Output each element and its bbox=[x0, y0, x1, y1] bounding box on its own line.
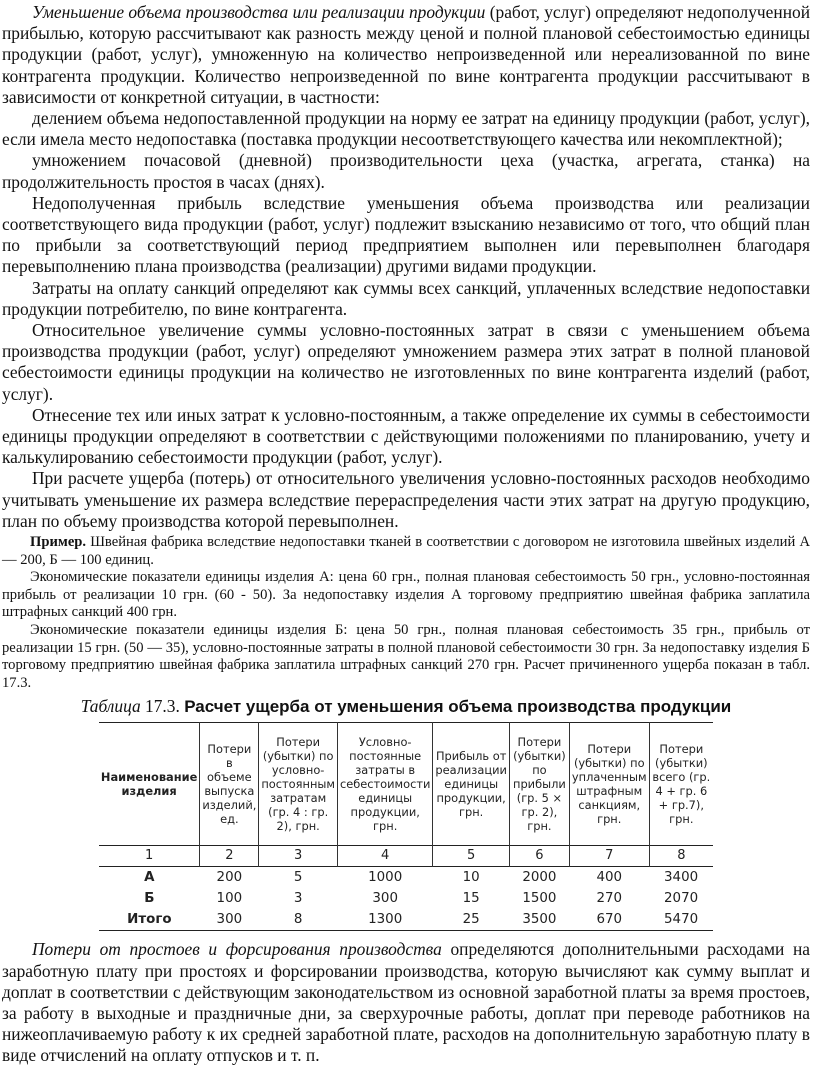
header-cell: Прибыль от реализации единицы продукции, грн. bbox=[433, 723, 510, 846]
table-cell: 15 bbox=[462, 890, 480, 906]
paragraph-9-text: определяются дополнительными расходами на заработную плату при простоях и форсировании производства, которую вычисляют как сумму выплат и доплат в соответствии с действующим законодательством из основной заработной платы за время простоев, за работу в выходные и праздничные дни, за сверхурочные работы, доплат при переводе работников на нижеоплачиваемую работу к их средней заработной плате, расходов на дополнительную заработную плату в виде отчислений на оплату отпусков и т. п. bbox=[2, 939, 810, 1066]
table-cell: 400 bbox=[596, 869, 623, 885]
table-cell: 200 bbox=[216, 869, 243, 885]
table-cell: 5 bbox=[293, 869, 303, 885]
table-cell: 3400 bbox=[664, 869, 699, 885]
table-cell: 100 bbox=[216, 890, 243, 906]
column-number: 3 bbox=[259, 846, 338, 867]
table-cell: 8 bbox=[293, 911, 303, 927]
header-cell: Потери (убытки) всего (гр. 4 + гр. 6 + гр.7), грн. bbox=[649, 723, 713, 846]
paragraph-6: Относительное увеличение суммы условно-постоянных затрат в связи с уменьшением объема производства продукции (работ, услуг) определяют умножением размера этих затрат в полной плановой себестоимости единицы продукции на количество не изготовленных по вине контрагента изделий (работ, услуг). bbox=[2, 320, 810, 404]
table-cell: А bbox=[144, 869, 155, 885]
example-intro bbox=[2, 534, 810, 569]
table-cell: 2070 bbox=[664, 890, 699, 906]
table-cell: 1000 bbox=[368, 869, 403, 885]
header-cell: Потери (убытки) по прибыли (гр. 5 × гр. 2), грн. bbox=[509, 723, 569, 846]
table-cell: 5470 bbox=[664, 911, 699, 927]
column-number: 6 bbox=[509, 846, 569, 867]
paragraph-9-lead: Потери от простоев и форсирования производства bbox=[32, 939, 442, 960]
header-cell: Условно-постоянные затраты в себестоимости единицы продукции, грн. bbox=[337, 723, 432, 846]
damage-table bbox=[99, 722, 713, 931]
table-cell: 270 bbox=[596, 890, 623, 906]
table-caption-title: Расчет ущерба от уменьшения объема производства продукции bbox=[184, 697, 732, 717]
table-row bbox=[99, 867, 713, 889]
table-caption-label: Таблица bbox=[80, 696, 141, 717]
header-cell: Потери в объеме выпуска изделий, ед. bbox=[200, 723, 259, 846]
table-cell: 3500 bbox=[522, 911, 557, 927]
table-cell: Итого bbox=[127, 911, 172, 927]
table-cell: 10 bbox=[462, 869, 480, 885]
paragraph-9 bbox=[2, 939, 810, 1066]
table-row bbox=[99, 888, 713, 909]
table-total-row bbox=[99, 909, 713, 931]
table-cell: 25 bbox=[462, 911, 480, 927]
paragraph-1-lead: Уменьшение объема производства или реализации продукции bbox=[32, 2, 486, 22]
example-label: Пример. bbox=[30, 534, 87, 551]
column-number: 8 bbox=[649, 846, 713, 867]
table-header-row bbox=[99, 723, 713, 846]
table-cell: Б bbox=[144, 890, 155, 906]
column-number-row bbox=[99, 846, 713, 867]
table-caption bbox=[2, 695, 810, 718]
table-cell: 2000 bbox=[522, 869, 557, 885]
paragraph-7: Отнесение тех или иных затрат к условно-постоянным, а также определение их суммы в себестоимости единицы продукции определяют в соответствии с действующими положениями по планированию, учету и калькулированию себестоимости продукции (работ, услуг). bbox=[2, 404, 810, 468]
column-number: 2 bbox=[200, 846, 259, 867]
paragraph-4: Недополученная прибыль вследствие уменьшения объема производства или реализации соответствующего вида продукции (работ, услуг) подлежит взысканию независимо от того, что общий план по прибыли за соответствующий период предприятием выполнен или перевыполнен благодаря перевыполнению плана производства (реализации) другими видами продукции. bbox=[2, 192, 810, 277]
paragraph-8: При расчете ущерба (потерь) от относительного увеличения условно-постоянных расходов необходимо учитывать уменьшение их размера вследствие перераспределения части этих затрат на другую продукцию, план по объему производства которой перевыполнен. bbox=[2, 468, 810, 531]
table-caption-number: 17.3. bbox=[140, 696, 180, 717]
header-cell: Потери (убытки) по уплаченным штрафным санкциям, грн. bbox=[569, 723, 649, 846]
column-number: 4 bbox=[337, 846, 432, 867]
header-cell: Наименование изделия bbox=[100, 770, 198, 799]
column-number: 1 bbox=[144, 848, 154, 864]
paragraph-2: делением объема недопоставленной продукции на норму ее затрат на единицу продукции (работ, услуг), если имела место недопоставка (поставка продукции несоответствующего качества или некомплектной); bbox=[2, 108, 810, 150]
paragraph-3: умножением почасовой (дневной) производительности цеха (участка, агрегата, станка) на продолжительность простоя в часах (днях). bbox=[2, 150, 810, 192]
table-cell: 300 bbox=[216, 911, 243, 927]
paragraph-1-text: (работ, услуг) определяют недополученной прибылью, которую рассчитывают как разность между ценой и полной плановой себестоимостью единицы продукции (работ, услуг), умноженную на количество непроизведенной или нереализованной по вине контрагента продукции. Количество непроизведенной по вине контрагента продукции рассчитывают в зависимости от конкретной ситуации, в частности: bbox=[2, 2, 811, 107]
header-cell: Потери (убытки) по условно-постоянным затратам (гр. 4 : гр. 2), грн. bbox=[259, 723, 338, 846]
example-product-a: Экономические показатели единицы изделия А: цена 60 грн., полная плановая себестоимость 50 грн., условно-постоянная прибыль от реализации 10 грн. (60 - 50). За недопоставку изделия А торговому предприятию швейная фабрика заплатила штрафных санкций 400 грн. bbox=[2, 569, 810, 621]
table-cell: 300 bbox=[372, 890, 398, 906]
paragraph-5: Затраты на оплату санкций определяют как суммы всех санкций, уплаченных вследствие недопоставки продукции потребителю, по вине контрагента. bbox=[2, 277, 810, 319]
example-product-b: Экономические показатели единицы изделия Б: цена 50 грн., полная плановая себестоимость 35 грн., прибыль от реализации 15 грн. (50 — 35), условно-постоянные затраты в полной плановой себестоимости 30 грн. За недопоставку изделия Б торговому предприятию швейная фабрика заплатила штрафных санкций 270 грн. Расчет причиненного ущерба показан в табл. 17.3. bbox=[2, 622, 810, 691]
table-cell: 1500 bbox=[522, 890, 557, 906]
table-cell: 670 bbox=[596, 911, 623, 927]
paragraph-1 bbox=[2, 2, 810, 108]
column-number: 7 bbox=[569, 846, 649, 867]
table-cell: 3 bbox=[293, 890, 303, 906]
column-number: 5 bbox=[433, 846, 510, 867]
example-intro-text: Швейная фабрика вследствие недопоставки тканей в соответствии с договором не изготовила швейных изделий А — 200, Б — 100 единиц. bbox=[2, 534, 810, 568]
table-cell: 1300 bbox=[368, 911, 403, 927]
